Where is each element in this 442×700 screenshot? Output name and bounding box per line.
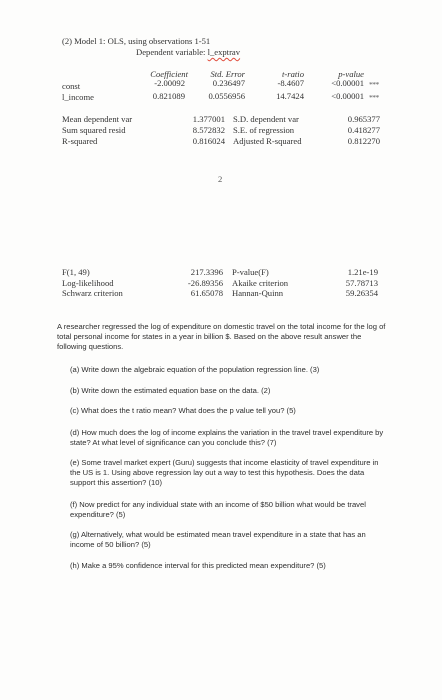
intro-paragraph: A researcher regressed the log of expenditure on domestic travel on the total income for the log of total personal income for states in a year in billion $. Based on the above result answer the following questions. bbox=[57, 322, 386, 351]
stat-label-log-likelihood: Log-likelihood bbox=[62, 277, 114, 288]
row-l-income-stars: *** bbox=[369, 93, 379, 102]
model-header: (2) Model 1: OLS, using observations 1-51 bbox=[62, 36, 211, 46]
stat-value-p-value-f: 1.21e-19 bbox=[347, 267, 378, 277]
stat-value-hannan-quinn: 59.26354 bbox=[345, 288, 378, 298]
dependent-prefix: Dependent variable: bbox=[136, 47, 208, 57]
dependent-variable bbox=[136, 47, 240, 57]
col-header-t-ratio: t-ratio bbox=[282, 69, 304, 79]
stat-label-se-regression: S.E. of regression bbox=[233, 125, 295, 135]
stat-value-log-likelihood: -26.89356 bbox=[187, 277, 223, 288]
stat-label-sd-dep-var: S.D. dependent var bbox=[233, 114, 299, 124]
question-a: (a) Write down the algebraic equation of the population regression line. (3) bbox=[70, 365, 320, 374]
stats2-values-right bbox=[326, 267, 378, 299]
stat-label-f: F(1, 49) bbox=[62, 267, 90, 277]
stat-label-ssr: Sum squared resid bbox=[62, 125, 126, 135]
row-l-income-se: 0.0556956 bbox=[208, 91, 245, 101]
question-c: (c) What does the t ratio mean? What does the p value tell you? (5) bbox=[70, 406, 296, 415]
row-const-t: -8.4607 bbox=[277, 78, 304, 88]
question-d: (d) How much does the log of income explains the variation in the travel travel expenditure by state? At what level of significance can you conclude this? (7) bbox=[70, 428, 384, 447]
question-g: (g) Alternatively, what would be estimated mean travel expenditure in a state that has an income of 50 billion? (5) bbox=[70, 530, 366, 549]
stat-value-akaike: 57.78713 bbox=[345, 277, 378, 288]
stat-label-hannan-quinn: Hannan-Quinn bbox=[232, 288, 284, 298]
col-header-coefficient: Coefficient bbox=[150, 69, 188, 79]
row-name-l-income: l_income bbox=[62, 92, 94, 102]
stat-value-ssr: 8.572832 bbox=[192, 125, 225, 135]
stat-value-mean-dep-var: 1.377001 bbox=[192, 114, 225, 124]
question-h: (h) Make a 95% confidence interval for this predicted mean expenditure? (5) bbox=[70, 561, 326, 570]
row-l-income-coef: 0.821089 bbox=[152, 91, 185, 101]
row-const-coef: -2.00092 bbox=[154, 78, 185, 88]
row-name-const: const bbox=[62, 81, 81, 91]
dependent-var-name: l_exptrav bbox=[207, 47, 241, 57]
col-header-std-error: Std. Error bbox=[210, 69, 245, 79]
stat-label-r-squared: R-squared bbox=[62, 136, 98, 146]
page-number: 2 bbox=[218, 174, 223, 184]
row-const-stars: *** bbox=[369, 80, 379, 89]
stat-label-p-value-f: P-value(F) bbox=[232, 267, 269, 277]
stat-value-se-regression: 0.418277 bbox=[347, 125, 380, 135]
col-header-p-value: p-value bbox=[338, 69, 364, 79]
stats-values-right bbox=[330, 114, 380, 147]
stat-value-f: 217.3396 bbox=[190, 267, 223, 277]
stats-labels-left bbox=[62, 114, 132, 147]
stats-values-left bbox=[170, 114, 225, 147]
row-l-income-p: <0.00001 bbox=[331, 91, 364, 101]
stat-value-adj-r-squared: 0.812270 bbox=[347, 136, 380, 146]
stat-label-mean-dep-var: Mean dependent var bbox=[62, 114, 133, 124]
stats2-labels-right bbox=[232, 267, 288, 299]
row-l-income-t: 14.7424 bbox=[276, 91, 304, 101]
question-b: (b) Write down the estimated equation base on the data. (2) bbox=[70, 386, 271, 395]
stats2-labels-left bbox=[62, 267, 123, 299]
stat-value-schwarz: 61.65078 bbox=[190, 288, 223, 298]
stat-value-sd-dep-var: 0.965377 bbox=[347, 114, 380, 124]
stat-value-r-squared: 0.816024 bbox=[192, 136, 225, 146]
question-e: (e) Some travel market expert (Guru) suggests that income elasticity of travel expenditure in the US is 1. Using above regression lay out a way to test this hypothesis. Does the data support this assertion? (10) bbox=[70, 458, 379, 487]
row-const-se: 0.236497 bbox=[212, 78, 245, 88]
stats2-values-left bbox=[168, 267, 223, 299]
stat-label-schwarz: Schwarz criterion bbox=[62, 288, 123, 298]
stats-labels-right bbox=[233, 114, 302, 147]
question-f: (f) Now predict for any individual state with an income of $50 billion what would be travel expenditure? (5) bbox=[70, 500, 366, 519]
stat-label-akaike: Akaike criterion bbox=[232, 277, 289, 288]
row-const-p: <0.00001 bbox=[331, 78, 364, 88]
stat-label-adj-r-squared: Adjusted R-squared bbox=[233, 136, 302, 146]
